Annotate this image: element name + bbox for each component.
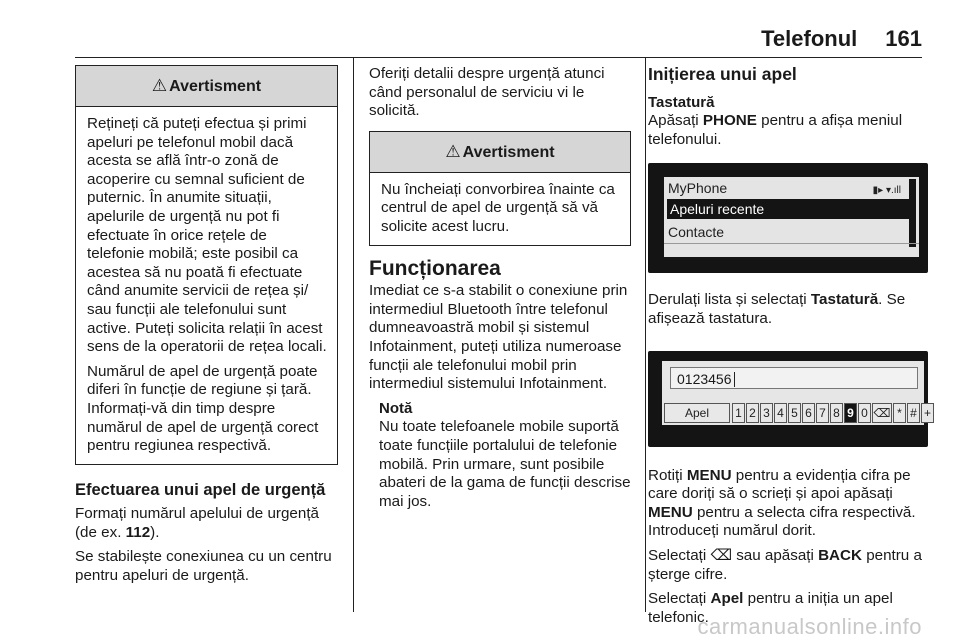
- keypad-key[interactable]: 9: [844, 403, 857, 423]
- warning-paragraph: Nu încheiați convorbirea înainte ca centrul de apel de urgență să vă solicite acest lucru.: [381, 180, 615, 235]
- battery-signal-icon: ▮▸ ▾.ıll: [872, 185, 901, 197]
- keypad-key[interactable]: 1: [732, 403, 745, 423]
- keypad-key[interactable]: #: [907, 403, 920, 423]
- warning-header: [76, 66, 337, 107]
- keypad-key[interactable]: 3: [760, 403, 773, 423]
- section-heading-emergency: Efectuarea unui apel de urgență: [75, 480, 326, 499]
- keypad-key[interactable]: 6: [802, 403, 815, 423]
- call-key[interactable]: Apel: [664, 403, 730, 423]
- phone-menu-title: MyPhone: [668, 180, 728, 197]
- warning-body: [76, 107, 337, 464]
- menu-item-contacts[interactable]: Contacte: [668, 224, 725, 241]
- keypad-key[interactable]: 5: [788, 403, 801, 423]
- paragraph: Selectați ⌫ sau apăsați BACK pentru a șterge cifre.: [648, 546, 922, 583]
- keypad-key[interactable]: +: [921, 403, 934, 423]
- menu-item-recent-calls[interactable]: Apeluri recente: [667, 199, 909, 219]
- keypad-key[interactable]: *: [893, 403, 906, 423]
- keypad-key[interactable]: 0: [858, 403, 871, 423]
- keypad-panel: [662, 361, 931, 425]
- warning-title: Avertisment: [169, 78, 262, 95]
- note-text: Nu toate telefoanele mobile suportă toate funcțiile portalului de telefonie mobilă. Prin urmare, sunt posibile abateri de la gama de funcții descrise mai jos.: [379, 418, 631, 510]
- column-divider-1: [353, 57, 354, 612]
- column-divider-2: [645, 57, 646, 612]
- column-1: [75, 65, 338, 592]
- paragraph: Rotiți MENU pentru a evidenția cifra pe care doriți să o scrieți și apoi apăsați MENU pentru a selecta cifra respectivă. Introduceți numărul dorit.: [648, 466, 916, 540]
- note-block: [369, 400, 631, 512]
- column-2: [369, 65, 631, 511]
- paragraph: Selectați Apel pentru a iniția un apel telefonic.: [648, 590, 893, 626]
- warning-paragraph: Numărul de apel de urgență poate diferi în funcție de regiune și țară. Informați-vă din timp despre numărul de apel de urgență corect pentru regiunea respectivă.: [87, 362, 319, 455]
- column-3: [648, 64, 931, 633]
- keypad-row: [662, 401, 931, 425]
- note-title: Notă: [379, 399, 413, 417]
- keypad-key[interactable]: 2: [746, 403, 759, 423]
- keypad-key[interactable]: 8: [830, 403, 843, 423]
- warning-header: [370, 132, 630, 173]
- keypad-key[interactable]: ⌫: [872, 403, 892, 423]
- header-rule: [75, 57, 922, 58]
- warning-paragraph: Rețineți că puteți efectua și primi apeluri pe telefonul mobil dacă acesta se află într-o zonă de acoperire cu semnal suficient de puternic. În anumite situații, apelurile de urgență nu pot fi efectuate în orice rețele de telefonie mobilă; este posibil ca acestea să nu poată fi efectuate când anumite servicii de rețea și/ sau funcții ale telefonului sunt active. Puteți solicita relații în acest sens de la operatorii de rețea locali.: [87, 115, 327, 356]
- paragraph: Se stabilește conexiunea cu un centru pentru apeluri de urgență.: [75, 548, 332, 585]
- paragraph: Derulați lista și selectați Tastatură. Se afișează tastatura.: [648, 291, 906, 327]
- section-heading-call: Inițierea unui apel: [648, 64, 797, 84]
- warning-box-1: [75, 65, 338, 465]
- phone-menu-panel: [664, 177, 919, 257]
- paragraph: Apăsați PHONE pentru a afișa meniul telefonului.: [648, 112, 903, 148]
- page-number: 161: [885, 26, 922, 51]
- subheading-keypad: Tastatură: [648, 93, 715, 111]
- warning-box-2: [369, 131, 631, 246]
- warning-icon: ⚠: [151, 76, 168, 95]
- warning-title: Avertisment: [462, 143, 555, 161]
- keypad-key[interactable]: 7: [816, 403, 829, 423]
- phone-number-input[interactable]: 0123456: [670, 367, 918, 389]
- section-heading-operation: Funcționarea: [369, 256, 501, 280]
- backspace-icon: ⌫: [710, 546, 732, 564]
- warning-icon: ⚠: [445, 141, 461, 161]
- paragraph: Formați numărul apelului de urgență (de ex. 112).: [75, 505, 319, 541]
- paragraph: Imediat ce s-a stabilit o conexiune prin intermediul Bluetooth între telefonul dumneavoastră mobil și sistemul Infotainment, puteți utiliza numeroase funcții ale telefonului mobil prin intermediul sistemului Infotainment.: [369, 282, 628, 393]
- scrollbar[interactable]: [909, 179, 916, 247]
- phone-menu-screenshot: [648, 163, 928, 273]
- warning-body: [370, 173, 630, 245]
- watermark: carmanualsonline.info: [697, 614, 922, 639]
- page-header: [600, 26, 922, 58]
- keypad-screenshot: [648, 351, 931, 447]
- paragraph: Oferiți detalii despre urgență atunci când personalul de serviciu vi le solicită.: [369, 65, 605, 120]
- menu-divider: [664, 243, 919, 244]
- chapter-title: Telefonul: [761, 26, 858, 51]
- keypad-key[interactable]: 4: [774, 403, 787, 423]
